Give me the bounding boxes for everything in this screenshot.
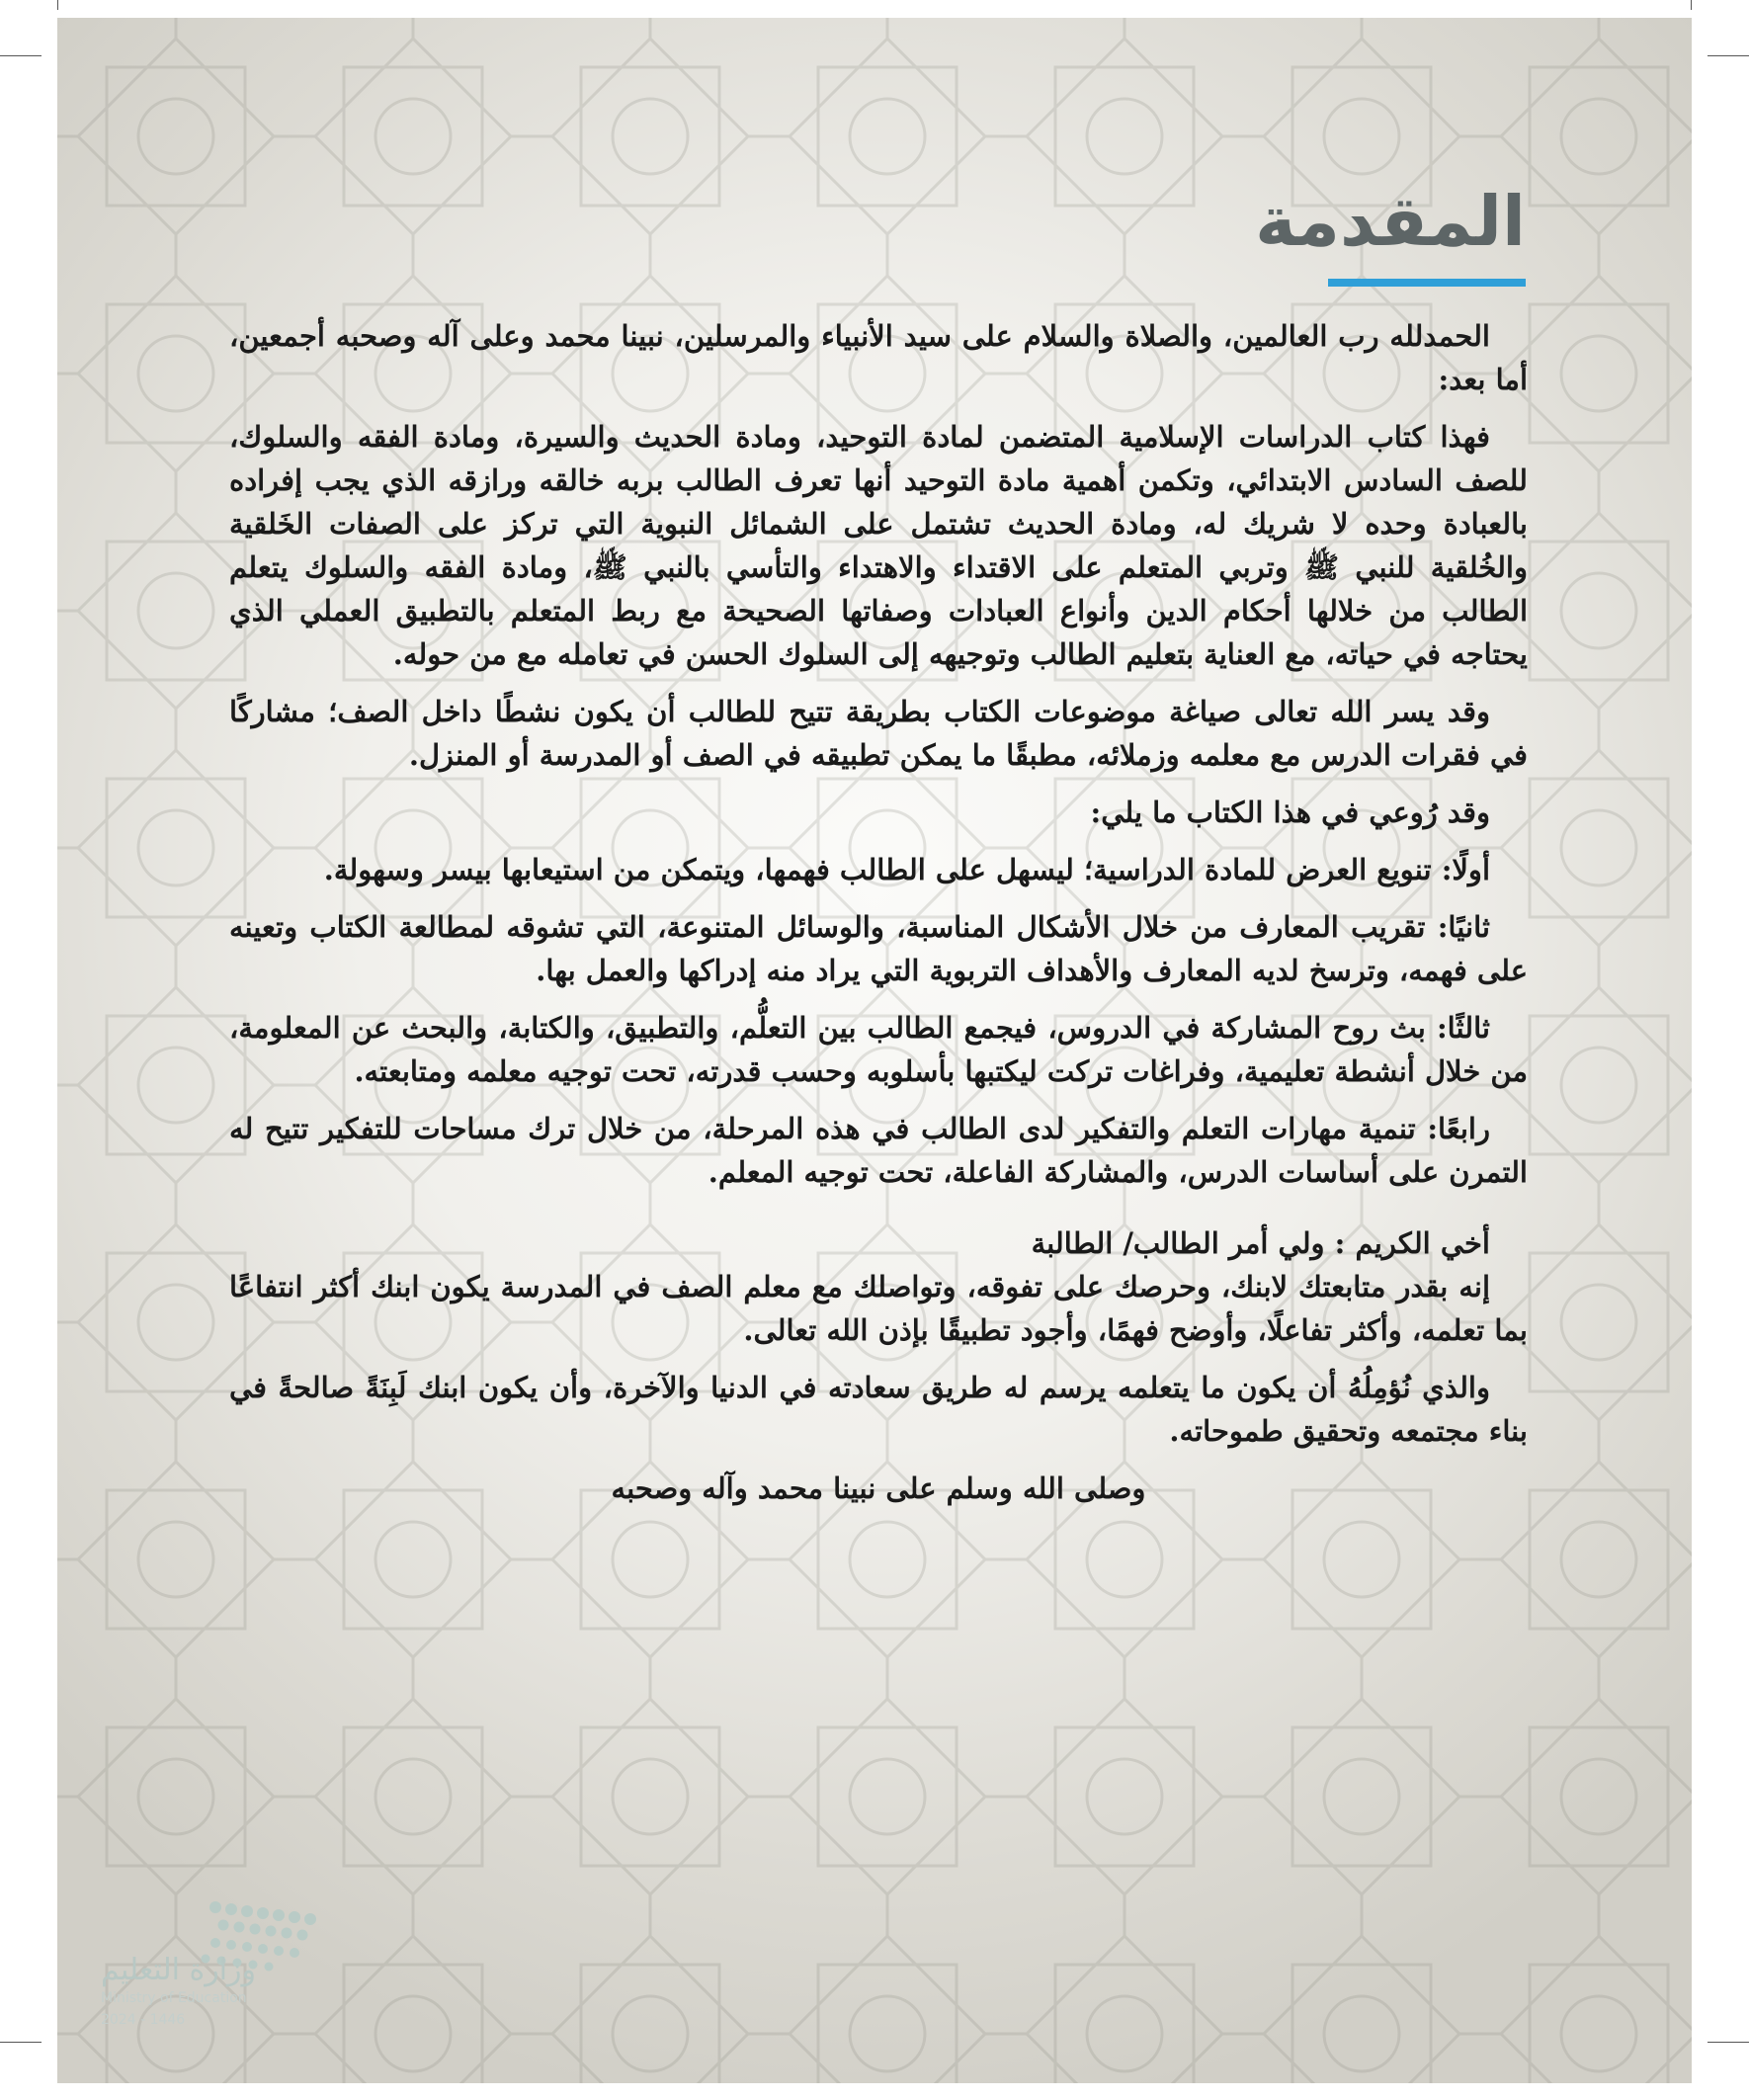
paragraph-book-overview: فهذا كتاب الدراسات الإسلامية المتضمن لمادة التوحيد، ومادة الحديث والسيرة، ومادة الفقه والسلوك، للصف السادس الابتدائي، وتكمن أهمية مادة التوحيد أنها تعرف الطالب بربه خالقه ورازقه الذي يجب إفراده بالعبادة وحده لا شريك له، ومادة الحديث تشتمل على الشمائل النبوية التي تركز على الصفات الخَلقية والخُلقية للنبي ﷺ وتربي المتعلم على الاقتداء والاهتداء والتأسي بالنبي ﷺ، ومادة الفقه والسلوك يتعلم الطالب من خلالها أحكام الدين وأنواع العبادات وصفاتها الصحيحة مع ربط المتعلم بالتطبيق العملي الذي يحتاجه في حياته، مع العناية بتعليم الطالب وتوجيهه إلى السلوك الحسن في تعامله مع من حوله. — [229, 420, 1528, 671]
page-title: المقدمة — [1255, 181, 1526, 262]
paragraph-point-first: أولًا: تنويع العرض للمادة الدراسية؛ ليسهل على الطالب فهمها، ويتمكن من استيعابها بيسر وسهولة. — [323, 853, 1490, 886]
introduction-text — [229, 314, 1528, 1524]
paragraph-hope: والذي نُؤمِلُهُ أن يكون ما يتعلمه يرسم له طريق سعادته في الدنيا والآخرة، وأن يكون ابنك لَبِنَةً صالحةً في بناء مجتمعه وتحقيق طموحاته. — [229, 1371, 1528, 1448]
logo-ministry-name: وزارة التعليم — [101, 1953, 257, 1987]
paragraph-point-second: ثانيًا: تقريب المعارف من خلال الأشكال المناسبة، والوسائل المتنوعة، التي تشوقه لمطالعة الكتاب وتعينه على فهمه، وترسخ لديه المعارف والأهداف التربوية التي يراد منه إدراكها والعمل بها. — [229, 910, 1528, 987]
closing-line: وصلى الله وسلم على نبينا محمد وآله وصحبه — [611, 1471, 1146, 1505]
paragraph-opening: الحمدلله رب العالمين، والصلاة والسلام على سيد الأنبياء والمرسلين، نبينا محمد وعلى آله وصحبه أجمعين، أما بعد: — [229, 319, 1528, 396]
paragraph-considerations-intro: وقد رُوعي في هذا الكتاب ما يلي: — [1090, 796, 1490, 829]
logo-year: 2024 - 1446 — [101, 2012, 186, 2028]
crop-mark — [0, 55, 42, 56]
title-underline — [1328, 279, 1526, 287]
book-page — [57, 18, 1692, 2083]
crop-mark — [1707, 2042, 1749, 2043]
paragraph-active-learning: وقد يسر الله تعالى صياغة موضوعات الكتاب بطريقة تتيح للطالب أن يكون نشطًا داخل الصف؛ مشاركًا في فقرات الدرس مع معلمه وزملائه، مطبقًا ما يمكن تطبيقه في الصف أو المدرسة أو المنزل. — [229, 695, 1528, 772]
paragraph-point-fourth: رابعًا: تنمية مهارات التعلم والتفكير لدى الطالب في هذه المرحلة، من خلال ترك مساحات للتفكير تتيح له التمرن على أساسات الدرس، والمشاركة الفاعلة، تحت توجيه المعلم. — [229, 1112, 1528, 1189]
paragraph-point-third: ثالثًا: بث روح المشاركة في الدروس، فيجمع الطالب بين التعلُّم، والتطبيق، والكتابة، والبحث عن المعلومة، من خلال أنشطة تعليمية، وفراغات تركت ليكتبها بأسلوبه وحسب قدرته، تحت توجيه معلمه ومتابعته. — [229, 1011, 1528, 1088]
crop-mark — [1691, 0, 1692, 10]
crop-mark — [1707, 55, 1749, 56]
paragraph-guardian-message: إنه بقدر متابعتك لابنك، وحرصك على تفوقه، وتواصلك مع معلم الصف في المدرسة يكون ابنك أكثر انتفاعًا بما تعلمه، وأكثر تفاعلًا، وأوضح فهمًا، وأجود تطبيقًا بإذن الله تعالى. — [229, 1270, 1528, 1347]
logo-subtitle: Ministry of Education — [101, 1990, 247, 2006]
crop-mark — [0, 2042, 42, 2043]
paragraph-guardian-address: أخي الكريم : ولي أمر الطالب/ الطالبة — [1031, 1226, 1490, 1260]
crop-mark — [57, 0, 58, 10]
